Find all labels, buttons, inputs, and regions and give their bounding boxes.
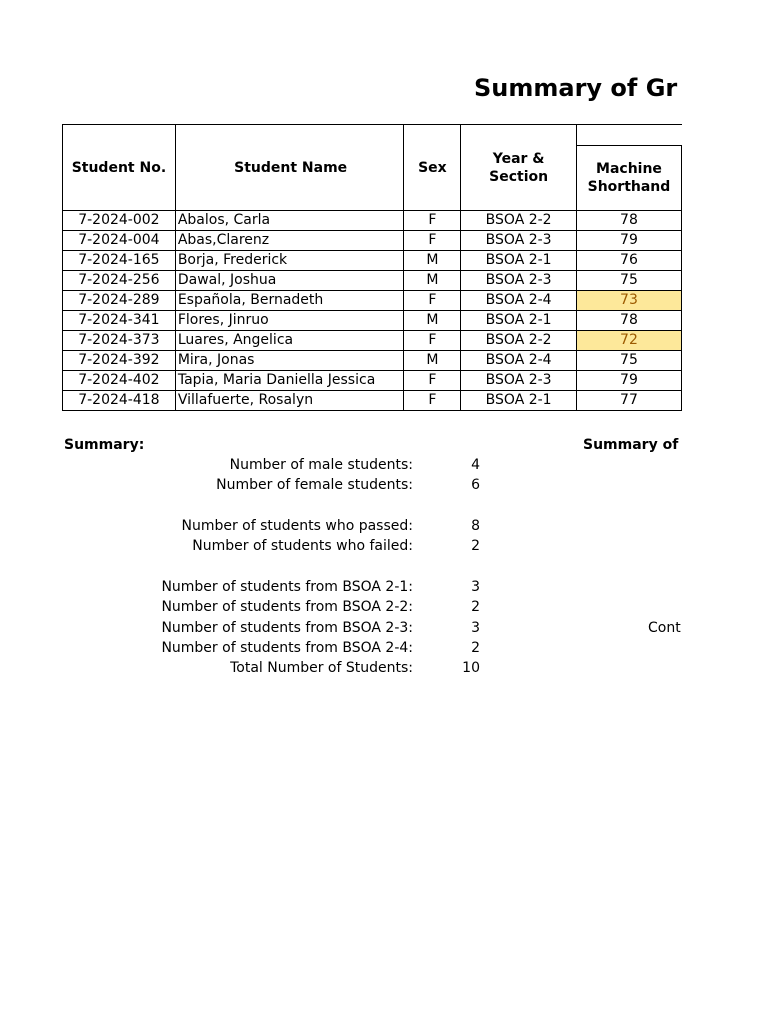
cell-grade: 78 bbox=[576, 211, 681, 231]
table-row bbox=[63, 231, 682, 251]
summary-stat-value: 8 bbox=[471, 518, 480, 534]
cell-grade: 79 bbox=[576, 231, 681, 251]
summary-stat-label: Number of students who failed: bbox=[192, 538, 413, 554]
summary-stat-value: 2 bbox=[471, 640, 480, 656]
cell-student-name: Dawal, Joshua bbox=[175, 271, 404, 291]
cell-student-no: 7-2024-256 bbox=[63, 271, 176, 291]
cell-year-section: BSOA 2-3 bbox=[461, 271, 577, 291]
summary-stat-value: 2 bbox=[471, 538, 480, 554]
cell-student-no: 7-2024-392 bbox=[63, 351, 176, 371]
cell-student-name: Borja, Frederick bbox=[175, 251, 404, 271]
cell-student-no: 7-2024-004 bbox=[63, 231, 176, 251]
cell-year-section: BSOA 2-1 bbox=[461, 311, 577, 331]
cell-year-section: BSOA 2-2 bbox=[461, 331, 577, 351]
cell-student-no: 7-2024-341 bbox=[63, 311, 176, 331]
cell-sex: F bbox=[404, 291, 461, 311]
cell-year-section: BSOA 2-1 bbox=[461, 391, 577, 411]
summary-stat-row bbox=[62, 536, 480, 556]
cell-student-no: 7-2024-289 bbox=[63, 291, 176, 311]
table-row bbox=[63, 331, 682, 351]
cell-sex: F bbox=[404, 391, 461, 411]
summary-stat-label: Number of students from BSOA 2-3: bbox=[161, 620, 413, 636]
cell-sex: F bbox=[404, 371, 461, 391]
cell-grade: 75 bbox=[576, 351, 681, 371]
summary-stat-value: 4 bbox=[471, 457, 480, 473]
header-student-no: Student No. bbox=[63, 125, 176, 211]
cell-grade: 75 bbox=[576, 271, 681, 291]
cell-grade: 77 bbox=[576, 391, 681, 411]
cell-student-name: Flores, Jinruo bbox=[175, 311, 404, 331]
summary-stat-label: Number of male students: bbox=[229, 457, 413, 473]
cell-year-section: BSOA 2-4 bbox=[461, 291, 577, 311]
table-row bbox=[63, 371, 682, 391]
cell-student-no: 7-2024-402 bbox=[63, 371, 176, 391]
header-sex: Sex bbox=[404, 125, 461, 211]
summary-stat-label: Number of students who passed: bbox=[181, 518, 413, 534]
summary-stat-label: Number of students from BSOA 2-2: bbox=[161, 599, 413, 615]
summary-stat-row bbox=[62, 597, 480, 617]
summary-stat-row bbox=[62, 638, 480, 658]
cell-student-no: 7-2024-165 bbox=[63, 251, 176, 271]
cell-year-section: BSOA 2-2 bbox=[461, 211, 577, 231]
summary-stat-value: 2 bbox=[471, 599, 480, 615]
cell-sex: F bbox=[404, 211, 461, 231]
cell-student-name: Tapia, Maria Daniella Jessica bbox=[175, 371, 404, 391]
summary-stat-value: 10 bbox=[462, 660, 480, 676]
cell-student-name: Mira, Jonas bbox=[175, 351, 404, 371]
cell-grade: 76 bbox=[576, 251, 681, 271]
cell-sex: M bbox=[404, 271, 461, 291]
table-row bbox=[63, 271, 682, 291]
cell-sex: M bbox=[404, 351, 461, 371]
table-row bbox=[63, 251, 682, 271]
cell-student-name: Abas,Clarenz bbox=[175, 231, 404, 251]
cell-year-section: BSOA 2-4 bbox=[461, 351, 577, 371]
summary-right-fragment: Cont bbox=[648, 620, 681, 636]
cell-student-name: Española, Bernadeth bbox=[175, 291, 404, 311]
cell-student-name: Luares, Angelica bbox=[175, 331, 404, 351]
cell-sex: M bbox=[404, 311, 461, 331]
cell-grade: 72 bbox=[576, 331, 681, 351]
summary-stat-row bbox=[62, 577, 480, 597]
cell-year-section: BSOA 2-1 bbox=[461, 251, 577, 271]
summary-heading: Summary: bbox=[64, 437, 145, 453]
cell-grade: 78 bbox=[576, 311, 681, 331]
summary-stat-value: 6 bbox=[471, 477, 480, 493]
cell-student-name: Abalos, Carla bbox=[175, 211, 404, 231]
table-row bbox=[63, 291, 682, 311]
summary-stat-row bbox=[62, 658, 480, 678]
summary-stat-value: 3 bbox=[471, 579, 480, 595]
cell-student-no: 7-2024-373 bbox=[63, 331, 176, 351]
table-row bbox=[63, 311, 682, 331]
summary-stat-value: 3 bbox=[471, 620, 480, 636]
table-row bbox=[63, 391, 682, 411]
summary-stat-row bbox=[62, 516, 480, 536]
header-student-name: Student Name bbox=[175, 125, 404, 211]
cell-year-section: BSOA 2-3 bbox=[461, 371, 577, 391]
cell-sex: F bbox=[404, 231, 461, 251]
header-subject-machine-shorthand: Machine Shorthand bbox=[576, 146, 681, 211]
header-year-section: Year & Section bbox=[461, 125, 577, 211]
summary-stat-row bbox=[62, 455, 480, 475]
summary-stat-label: Number of female students: bbox=[216, 477, 413, 493]
cell-grade: 73 bbox=[576, 291, 681, 311]
summary-of-heading: Summary of bbox=[583, 437, 679, 453]
summary-stat-label: Total Number of Students: bbox=[230, 660, 413, 676]
cell-student-no: 7-2024-418 bbox=[63, 391, 176, 411]
summary-stat-row bbox=[62, 475, 480, 495]
cell-sex: M bbox=[404, 251, 461, 271]
cell-grade: 79 bbox=[576, 371, 681, 391]
summary-stat-label: Number of students from BSOA 2-4: bbox=[161, 640, 413, 656]
page-title: Summary of Gr bbox=[474, 74, 678, 102]
summary-stat-label: Number of students from BSOA 2-1: bbox=[161, 579, 413, 595]
cell-sex: F bbox=[404, 331, 461, 351]
grades-table bbox=[62, 124, 682, 411]
table-row bbox=[63, 351, 682, 371]
table-row bbox=[63, 211, 682, 231]
grades-table-body bbox=[63, 211, 682, 411]
cell-student-name: Villafuerte, Rosalyn bbox=[175, 391, 404, 411]
cell-student-no: 7-2024-002 bbox=[63, 211, 176, 231]
header-subject-group bbox=[576, 125, 681, 146]
cell-year-section: BSOA 2-3 bbox=[461, 231, 577, 251]
summary-stat-row bbox=[62, 618, 480, 638]
